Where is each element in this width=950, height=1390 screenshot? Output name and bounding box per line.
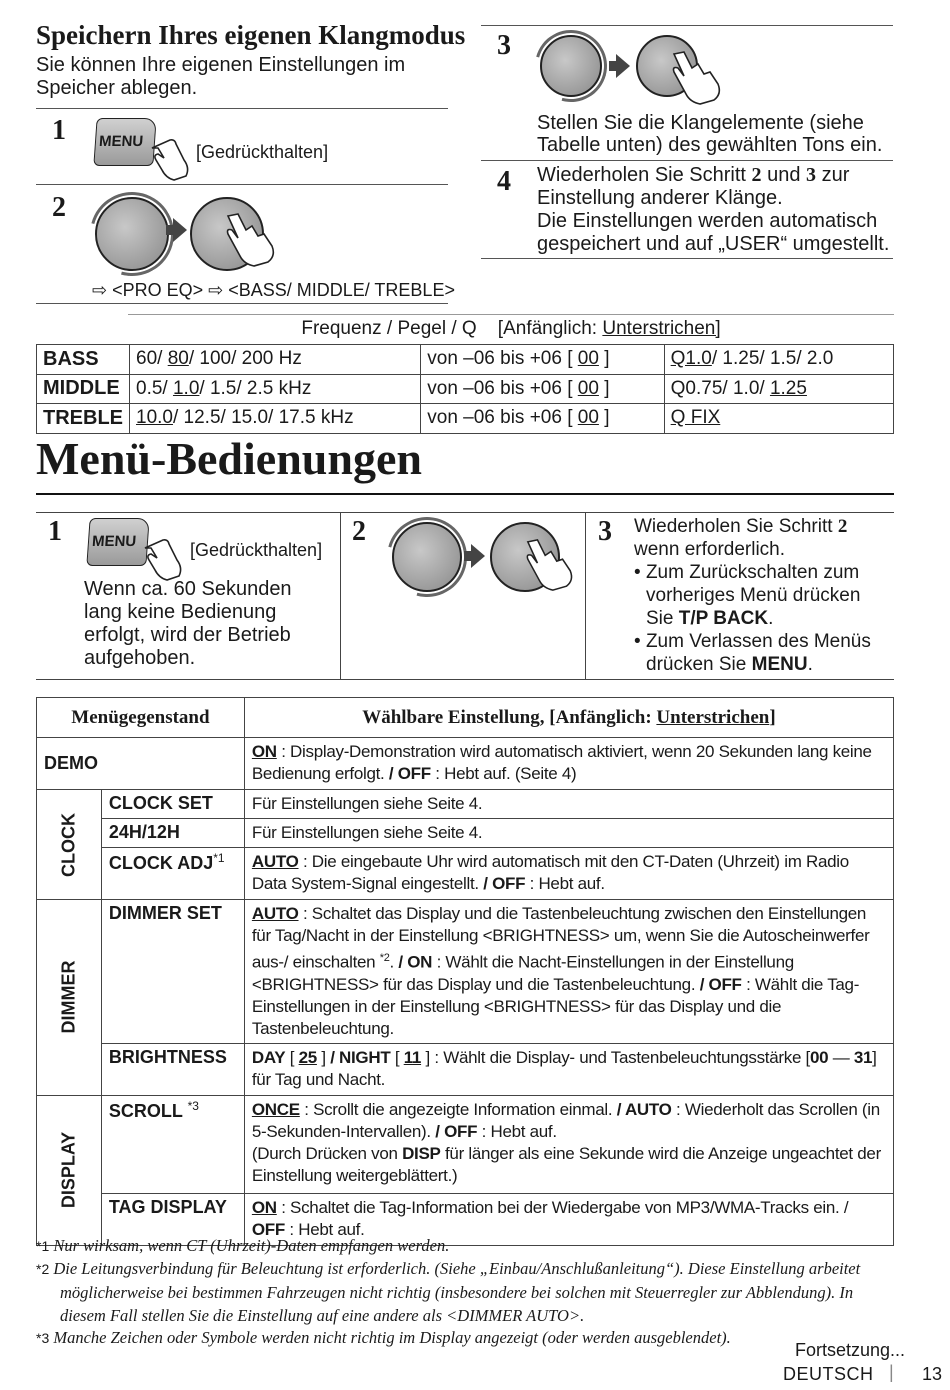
step-number: 3	[497, 30, 511, 61]
step-number: 2	[352, 516, 366, 547]
press-hand-icon	[668, 50, 726, 106]
save-intro: Sie können Ihre eigenen Einstellungen im Speicher ablegen.	[36, 54, 406, 99]
divider	[481, 258, 893, 259]
eq-cell-freq: 0.5/ 1.0/ 1.5/ 2.5 kHz	[130, 374, 421, 404]
eq-cell-q: Q1.0/ 1.25/ 1.5/ 2.0	[664, 345, 893, 375]
eq-cell-q: Q0.75/ 1.0/ 1.25	[664, 374, 893, 404]
step-number: 1	[52, 115, 66, 146]
menu-button-label: MENU	[91, 533, 137, 550]
step-number: 2	[52, 192, 66, 223]
page-number: 13	[922, 1364, 943, 1384]
eq-cell-q: Q FIX	[664, 404, 893, 434]
divider	[36, 108, 448, 109]
eq-cell-label: MIDDLE	[37, 374, 130, 404]
eq-cell-level: von –06 bis +06 [ 00 ]	[421, 345, 664, 375]
column-header-item: Menügegenstand	[37, 698, 245, 738]
press-hand-icon	[222, 212, 280, 268]
right-arrow-icon	[616, 54, 630, 78]
title-underline	[36, 493, 894, 495]
divider	[36, 184, 448, 185]
continued-label: Fortsetzung...	[795, 1340, 906, 1360]
footer-separator: |	[889, 1362, 894, 1382]
right-arrow-icon	[471, 544, 485, 568]
step4-text: Wiederholen Sie Schritt 2 und 3 zur Einstellung anderer Klänge. Die Einstellungen werden automatisch gespeichert und auf „USER“ umgestellt.	[537, 164, 890, 255]
right-arrow-icon	[173, 218, 187, 242]
footnote: *3 Manche Zeichen oder Symbole werden nicht richtig im Display angezeigt (oder werden ausgeblendet).	[36, 1328, 731, 1347]
divider	[128, 314, 894, 315]
table-row	[37, 345, 894, 375]
control-dial-icon	[392, 522, 462, 592]
eq-cell-level: von –06 bis +06 [ 00 ]	[421, 374, 664, 404]
eq-cell-label: TREBLE	[37, 404, 130, 434]
column-header-setting: Wählbare Einstellung, [Anfänglich: Unterstrichen]	[244, 698, 893, 738]
menu-path: ⇨ <PRO EQ> ⇨ <BASS/ MIDDLE/ TREBLE>	[92, 280, 455, 300]
step3-instructions: Wiederholen Sie Schritt 2 wenn erforderlich. • Zum Zurückschalten zum vorheriges Menü drücken Sie T/P BACK. • Zum Verlassen des Menüs drücken Sie MENU.	[634, 516, 871, 675]
menu-title: Menü-Bedienungen	[36, 433, 422, 484]
divider	[481, 25, 893, 26]
step-number: 3	[598, 516, 612, 547]
footnote: *1 Nur wirksam, wenn CT (Uhrzeit)-Daten empfangen werden.	[36, 1236, 450, 1255]
step3-text: Stellen Sie die Klangelemente (siehe Tabelle unten) des gewählten Tons ein.	[537, 112, 883, 156]
menu-table	[36, 697, 894, 1246]
table-row	[37, 374, 894, 404]
table-row: CLOCK CLOCK SET Für Einstellungen siehe Seite 4.	[37, 790, 894, 819]
group-label-display: DISPLAY	[58, 1131, 79, 1209]
eq-cell-freq: 10.0/ 12.5/ 15.0/ 17.5 kHz	[130, 404, 421, 434]
step-number: 1	[48, 516, 62, 547]
footnote: *2 Die Leitungsverbindung für Beleuchtung ist erforderlich. (Siehe „Einbau/Anschlußanleitung“). Diese Einstellung arbeitet möglicherweise bei bestimmen Fahrzeugen nicht richtig (insbesondere bei solchen mit Steuerregler zur Abblendung). In diesem Fall stellen Sie die Einstellung auf eine andere als <DIMMER AUTO>.	[36, 1259, 861, 1325]
press-hand-icon	[522, 538, 578, 592]
group-label-dimmer: DIMMER	[58, 960, 79, 1034]
table-row: DIMMER DIMMER SET AUTO : Schaltet das Display und die Tastenbeleuchtung zwischen den Einstellungen für Tag/Nacht in der Einstellung <BRIGHTNESS> um, wenn Sie die Autoscheinwerfer aus-/ einschalten $^{*2}$. / ON : Wählt die Nacht-Einstellungen in der Einstellung <BRIGHTNESS> für das Display und die Tastenbeleuchtung. / OFF : Wählt die Tag-Einstellungen in der Einstellung <BRIGHTNESS> für das Display und die Tastenbeleuchtung.	[37, 900, 894, 1044]
table-row: DEMO ON : Display-Demonstration wird automatisch aktiviert, wenn 20 Sekunden lang keine Bedienung erfolgt. / OFF : Hebt auf. (Seite 4)	[37, 738, 894, 790]
hold-label: [Gedrückthalten]	[190, 540, 323, 560]
divider	[36, 303, 448, 304]
eq-cell-freq: 60/ 80/ 100/ 200 Hz	[130, 345, 421, 375]
control-dial-icon	[95, 197, 169, 271]
table-row: TAG DISPLAY ON : Schaltet die Tag-Information bei der Wiedergabe von MP3/WMA-Tracks ein. / OFF : Hebt auf.	[37, 1193, 894, 1245]
eq-table	[36, 344, 894, 434]
eq-cell-label: BASS	[37, 345, 130, 375]
menu-button-label: MENU	[98, 133, 144, 150]
divider	[481, 160, 893, 161]
table-row: CLOCK ADJ$^{*1}$ AUTO : Die eingebaute Uhr wird automatisch mit den CT-Daten (Uhrzeit) im Radio Data System-Signal eingestellt. / OFF : Hebt auf.	[37, 848, 894, 900]
control-dial-icon	[540, 35, 602, 97]
step-number: 4	[497, 166, 511, 197]
press-hand-icon	[148, 130, 198, 182]
language-label: DEUTSCH	[783, 1364, 874, 1384]
table-row	[37, 404, 894, 434]
hold-label: [Gedrückthalten]	[196, 142, 329, 162]
eq-table-header: Frequenz / Pegel / Q [Anfänglich: Unterstrichen]	[301, 318, 721, 339]
table-row: BRIGHTNESS DAY [ 25 ] / NIGHT [ 11 ] : Wählt die Display- und Tastenbeleuchtungsstärke [00 — 31] für Tag und Nacht.	[37, 1043, 894, 1095]
save-title: Speichern Ihres eigenen Klangmodus	[36, 20, 466, 50]
timeout-text: Wenn ca. 60 Sekunden lang keine Bedienung erfolgt, wird der Betrieb aufgehoben.	[84, 578, 292, 669]
table-row: DISPLAY SCROLL $^{*3}$ ONCE : Scrollt die angezeigte Information einmal. / AUTO : Wiederholt das Scrollen (in 5-Sekunden-Intervallen). / OFF : Hebt auf. (Durch Drücken von DISP für länger als eine Sekunde wird die Anzeige ungeachtet der Einstellung weitergeblättert.)	[37, 1095, 894, 1193]
eq-cell-level: von –06 bis +06 [ 00 ]	[421, 404, 664, 434]
press-hand-icon	[141, 530, 191, 582]
group-label-clock: CLOCK	[58, 812, 79, 877]
table-row: 24H/12H Für Einstellungen siehe Seite 4.	[37, 819, 894, 848]
